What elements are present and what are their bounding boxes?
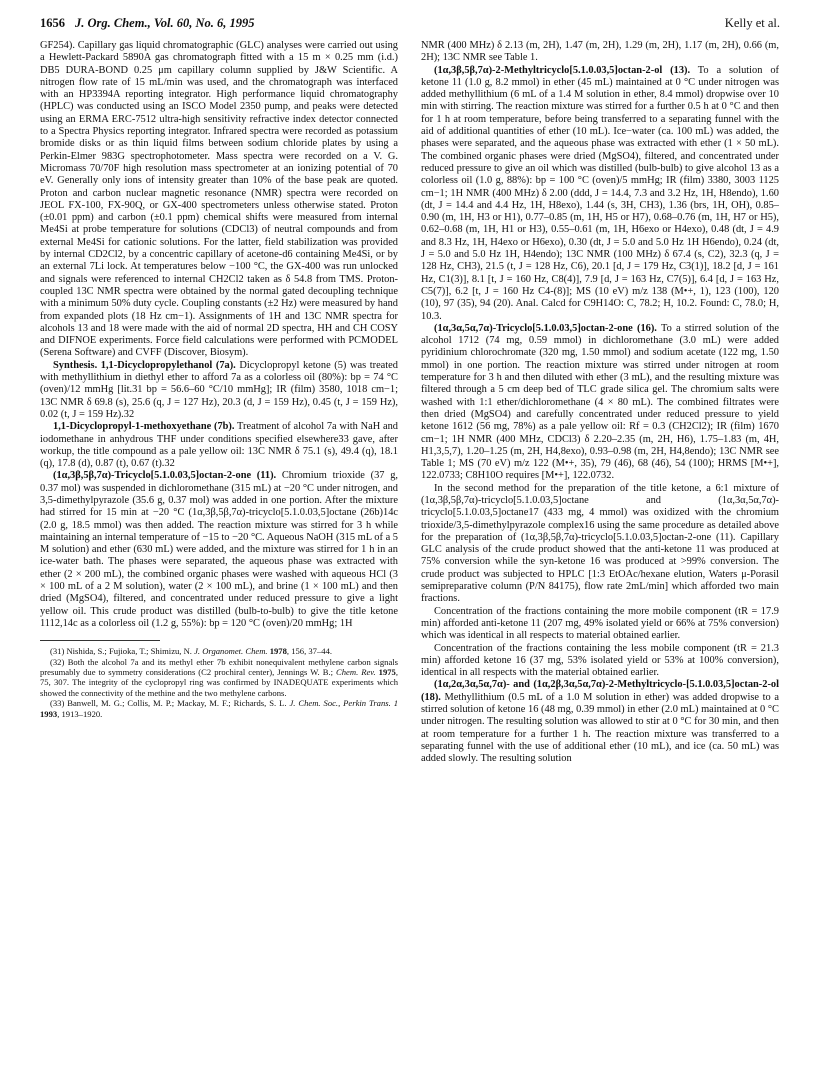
journal-citation: J. Org. Chem., Vol. 60, No. 6, 1995 [75, 16, 255, 30]
footnote-32-year: 1975 [375, 667, 396, 678]
footnote-33-journal: J. Chem. Soc., Perkin Trans. 1 [289, 698, 398, 709]
synthesis-7a-paragraph [40, 360, 398, 421]
synthesis-7a-text: Dicyclopropyl ketone (5) was treated with methyllithium in diethyl ether to afford 7a as a colorless oil (80%): bp = 74 °C (oven)/12 mmHg [lit.31 bp = 56.6–60 °C/10 mmHg]; IR (film) 3580, 1018 cm−1; 13C NMR δ 69.8 (s), 25.6 (q, J = 127 Hz), 20.3 (d, J = 159 Hz), 0.45 (t, J = 159 Hz), 0.02 (t, J = 159 Hz).32 [40, 359, 398, 420]
continued-nmr-paragraph: NMR (400 MHz) δ 2.13 (m, 2H), 1.47 (m, 2H), 1.29 (m, 2H), 1.17 (m, 2H), 0.66 (m, 2H); 13C NMR see Table 1. [421, 40, 779, 64]
footnote-rule [40, 640, 160, 641]
synthesis-13-text: To a solution of ketone 11 (1.0 g, 8.2 mmol) in ether (45 mL) maintained at 0 °C under nitrogen was added methyllithium (6 mL of a 1.4 M solution in ether, 8.4 mmol) dropwise over 10 min with stirring. The reaction mixture was stirred for a further 0.5 h at 0 °C and then for 1 h at room temperature, before being transferred to a separating funnel with the aid of additional quantities of ether (10 mL). Ice−water (ca. 100 mL) was added, the phases were separated, and the aqueous phase was extracted with ether (1 × 50 mL). The combined organic phases were dried (MgSO4), filtered, and concentrated under reduced pressure to give an oil which was distilled (bulb-bulb) to give alcohol 13 as a colorless oil (1.0 g, 88%): bp = 100 °C (oven)/5 mmHg; IR (film) 3380, 3003 1125 cm−1; 1H NMR (400 MHz) δ 2.00 (ddd, J = 14.4, 7.3 and 3.2 Hz, 1H, H8endo), 1.60 (dt, J = 14.4 and 4.4 Hz, 1H, H8exo), 1.44 (s, 3H, CH3), 1.36 (brs, 1H, OH), 0.85–0.90 (m, 1H, H3 or H1), 0.77–0.85 (m, 1H, H5 or H7), 0.68–0.76 (m, 1H, H7 or H5), 0.62–0.68 (m, 1H, H1 or H3), 0.55–0.61 (m, 1H, H6exo or H4exo), 0.48 (dt, J = 4.9 and 8.3 Hz, 1H, H4exo or H6exo), 0.30 (dt, J = 5.0 and 5.0 Hz 1H H6endo), 0.24 (dt, J = 5.0 and 5.0 Hz 1H, H4endo); 13C NMR (100 MHz) δ 67.4 (s, C2), 32.3 (q, J = 128 Hz, CH3), 21.5 (t, J = 128 Hz, C6), 20.1 [d, J = 179 Hz, C3(1)], 18.2 [d, J = 161 Hz, C1(3)], 8.1 [t, J = 160 Hz, C8(4)], 7.9 [d, J = 163 Hz, C7(5)], 6.4 [d, J = 163 Hz, C5(7)], 6.2 [t, J = 160 Hz C4-(8)]; MS (10 eV) m/z 138 (M•+, 1), 123 (100), 120 (10), 97 (35), 94 (20). Anal. Calcd for C9H14O: C, 78.2; H, 10.2. Found: C, 78.0; H, 10.3. [421, 64, 779, 322]
synthesis-13-paragraph [421, 65, 779, 323]
footnote-31-authors: (31) Nishida, S.; Fujioka, T.; Shimizu, N. [50, 646, 195, 657]
synthesis-11-text: Chromium trioxide (37 g, 0.37 mol) was suspended in dichloromethane (315 mL) at −20 °C under nitrogen, and 3,5-dimethylpyrazole (35.6 g, 0.37 mol) was added in one portion. After the mixture had stirred for 15 min at −20 °C (1α,3β,5β,7α)-tricyclo[5.1.0.03,5]octane (26b)14c (2.0 g, 18.5 mmol) was then added. The reaction mixture was stirred for 3 h while maintaining an internal temperature of −15 to −20 °C. Aqueous NaOH (315 mL of a 5 M solution) and ether (630 mL) were added, and the mixture was stirred for 1 h in an ice-water bath. The phases were separated, the aqueous phase was extracted with ether (2 × 200 mL), the combined organic phases were washed with aqueous HCl (3 × 100 mL of a 2 M solution), water (2 × 100 mL), and brine (1 × 100 mL) and then dried (MgSO4), filtered, and concentrated under reduced pressure to give a light yellow oil. This crude product was distilled (bulb-to-bulb) to give the title ketone 1112,14c as a colorless oil (1.2 g, 55%): bp = 120 °C (oven)/20 mmHg; 1H [40, 470, 398, 629]
footnote-32-text: (32) Both the alcohol 7a and its methyl ether 7b exhibit nonequivalent methylene carbon signals presumably due to symmetry considerations (C2 prochiral center), Jennings W. B.; [40, 656, 398, 678]
synthesis-16-paragraph [421, 323, 779, 483]
page-number: 1656 [40, 16, 65, 30]
synthesis-7a-heading: Synthesis. 1,1-Dicyclopropylethanol (7a). [53, 359, 236, 371]
instrumentation-paragraph: GF254). Capillary gas liquid chromatographic (GLC) analyses were carried out using a Hewlett-Packard 5890A gas chromatograph fitted with a 15 m × 0.25 mm (i.d.) DB5 DURA-BOND 0.25 μm capillary column supplied by J&W Scientific. A nitrogen flow rate of 15 mL/min was used, and the chromatograph was interfaced with an HP3394A reporting integrator. High performance liquid chromatography (HPLC) was conducted using an ISCO Model 2350 pump, and peaks were detected using an ERMA ERC-7512 ultra-high sensitivity refractive index detector connected to a Spectra Physics reporting integrator. Infrared spectra were recorded as potassium bromide disks or as thin liquid films between sodium chloride plates by using a Perkin-Elmer 983G spectrophotometer. Mass spectra were recorded on a V. G. Micromass 70/70F high resolution mass spectrometer at an ionizing potential of 70 eV. Generally only ions of intensity greater than 10% of the base peak are quoted. Proton and carbon nuclear magnetic resonance (NMR) spectra were recorded on JEOL FX-100, FX-90Q, or GX-400 spectrometers unless otherwise stated. Proton (±0.01 ppm) and carbon (±0.1 ppm) chemical shifts were measured from internal Me4Si at probe temperature for solutions (CDCl3) of neutral compounds and from external Me4Si for cationic solutions. For the latter, field stabilization was provided by internal CD2Cl2, by a concentric capillary of acetone-d6 containing Me4Si, or by an external 7Li lock. At temperatures below −100 °C, the GX-400 was run unlocked and signals were referenced to internal CH2Cl2 taken as δ 54.8 from TMS. Proton-coupled 13C NMR spectra were obtained by the normal gated decoupling technique with a minimum 50% duty cycle. Coupling constants (±2 Hz) were measured by hand from expanded plots (18 Hz cm−1). Assignments of 1H and 13C NMR spectra for alcohols 13 and 18 were made with the aid of normal 2D spectra, HH and CH COSY and DIFNOE experiments. Force field calculations were performed with PCMODEL (Serena Software) and CVFF (Discover, Biosym). [40, 40, 398, 359]
synthesis-11-heading: (1α,3β,5β,7α)-Tricyclo[5.1.0.03,5]octan-2-one (11). [53, 470, 277, 482]
right-column [421, 40, 779, 766]
running-authors: Kelly et al. [724, 16, 780, 30]
running-head [40, 16, 780, 36]
second-method-paragraph: In the second method for the preparation of the title ketone, a 6:1 mixture of (1α,3β,5β,7α)-tricyclo[5.1.0.03,5]octane and (1α,3α,5α,7α)-tricyclo[5.1.0.03,5]octane17 (433 mg, 4 mmol) was oxidized with the chromium trioxide/3,5-dimethylpyrazole complex16 using the same procedure as detailed above for the preparation of (1α,3β,5β,7α)-tricyclo[5.1.0.03,5]octan-2-one (11). Capillary GLC analysis of the crude product showed that the anti-ketone 11 was produced at 75% conversion while the syn-ketone 16 was produced at >99% conversion. The crude product was subjected to HPLC [1:3 EtOAc/hexane elution, Waters μ-Porasil semipreparative column (P/N 84175), flow rate 2mL/min] which afforded two main fractions. [421, 482, 779, 605]
footnote-33-year: 1993 [40, 708, 58, 719]
synthesis-7b-text: Treatment of alcohol 7a with NaH and iodomethane in anhydrous THF under conditions specified elsewhere33 gave, after workup, the title compound as a pale yellow oil: 13C NMR δ 75.1 (s), 49.4 (q), 18.1 (q), 17.8 (d), 0.87 (t), 0.67 (t).32 [40, 421, 398, 470]
footnote-31-rest: , 156, 37–44. [286, 646, 333, 657]
synthesis-18-heading: (1α,2α,3α,5α,7α)- and (1α,2β,3α,5α,7α)-2-Methyltricyclo-[5.1.0.03,5]octan-2-ol (18). [421, 679, 779, 703]
footnote-32 [40, 657, 398, 699]
left-column [40, 40, 398, 719]
synthesis-16-heading: (1α,3α,5α,7α)-Tricyclo[5.1.0.03,5]octan-2-one (16). [434, 322, 657, 334]
footnote-33-rest: , 1913–1920. [57, 708, 103, 719]
anti-ketone-paragraph: Concentration of the fractions containing the more mobile component (tR = 17.9 min) afforded anti-ketone 11 (207 mg, 49% isolated yield or 66% at 75% conversion) which was identical in all respects to material obtained earlier. [421, 605, 779, 642]
synthesis-11-paragraph [40, 470, 398, 630]
synthesis-16-text: To a stirred solution of the alcohol 1712 (74 mg, 0.59 mmol) in dichloromethane (3.0 mL) were added pyridinium chlorochromate (320 mg, 1.50 mmol) and sodium acetate (122 mg, 1.50 mmol) in one portion. The reaction mixture was stirred under nitrogen at room temperature for 3 h and then diluted with ether (3 mL), and the resulting mixture was filtered through a 5 cm deep bed of TLC grade silica gel. The chromium salts were washed with 1:1 ether/dichloromethane (4 × 80 mL). The combined filtrates were then dried (MgSO4) and carefully concentrated under reduced pressure to yield ketone 1612 (56 mg, 78%) as a pale yellow oil: Rf = 0.3 (CH2Cl2); IR (film) 1670 cm−1; 1H NMR (400 MHz, CDCl3) δ 2.20–2.35 (m, 2H, H6), 1.75–1.83 (m, 4H, H1,3,5,7), 1.20–1.25 (m, 2H, H4,8exo), 0.93–0.98 (m, 2H, H4,8endo); 13C NMR see Table 1; MS (70 eV) m/z 122 (M•+, 35), 79 (46), 68 (46), 54 (100); HRMS [M•+], 122.0733; C8H10O requires [M•+], 122.0732. [421, 322, 779, 482]
footnote-32-journal: Chem. Rev. [336, 667, 376, 678]
synthesis-13-heading: (1α,3β,5β,7α)-2-Methyltricyclo[5.1.0.03,5]octan-2-ol (13). [434, 64, 691, 76]
syn-ketone-paragraph: Concentration of the fractions containing the less mobile component (tR = 21.3 min) afforded ketone 16 (37 mg, 53% isolated yield or 53% at 100% conversion), identical in all respects with the material obtained earlier. [421, 642, 779, 679]
synthesis-7b-paragraph [40, 421, 398, 470]
footnotes [40, 646, 398, 719]
synthesis-18-paragraph [421, 679, 779, 765]
footnote-31-journal: J. Organomet. Chem. [194, 646, 268, 657]
synthesis-18-text: Methyllithium (0.5 mL of a 1.0 M solution in ether) was added dropwise to a stirred solution of ketone 16 (48 mg, 0.39 mmol) in ether (2.0 mL) maintained at 0 °C under nitrogen. The resulting solution was allowed to stir at 0 °C for 30 min, and then at room temperature for a further 1 h. The reaction mixture was transferred to a separating funnel with the use of additional ether (10 mL), and ice (ca. 50 mL) was added slowly. The resulting solution [421, 691, 779, 765]
footnote-33-authors: (33) Banwell, M. G.; Collis, M. P.; Mackay, M. F.; Richards, S. L. [50, 698, 290, 709]
footnote-31-year: 1978 [267, 646, 287, 657]
footnote-31 [40, 646, 398, 656]
footnote-33 [40, 698, 398, 719]
synthesis-7b-heading: 1,1-Dicyclopropyl-1-methoxyethane (7b). [53, 421, 235, 433]
footnote-32-rest: , 75, 307. The integrity of the cyclopropyl ring was confirmed by INADEQUATE experiments which showed the connectivity of the methine and the two methylene carbons. [40, 667, 398, 698]
